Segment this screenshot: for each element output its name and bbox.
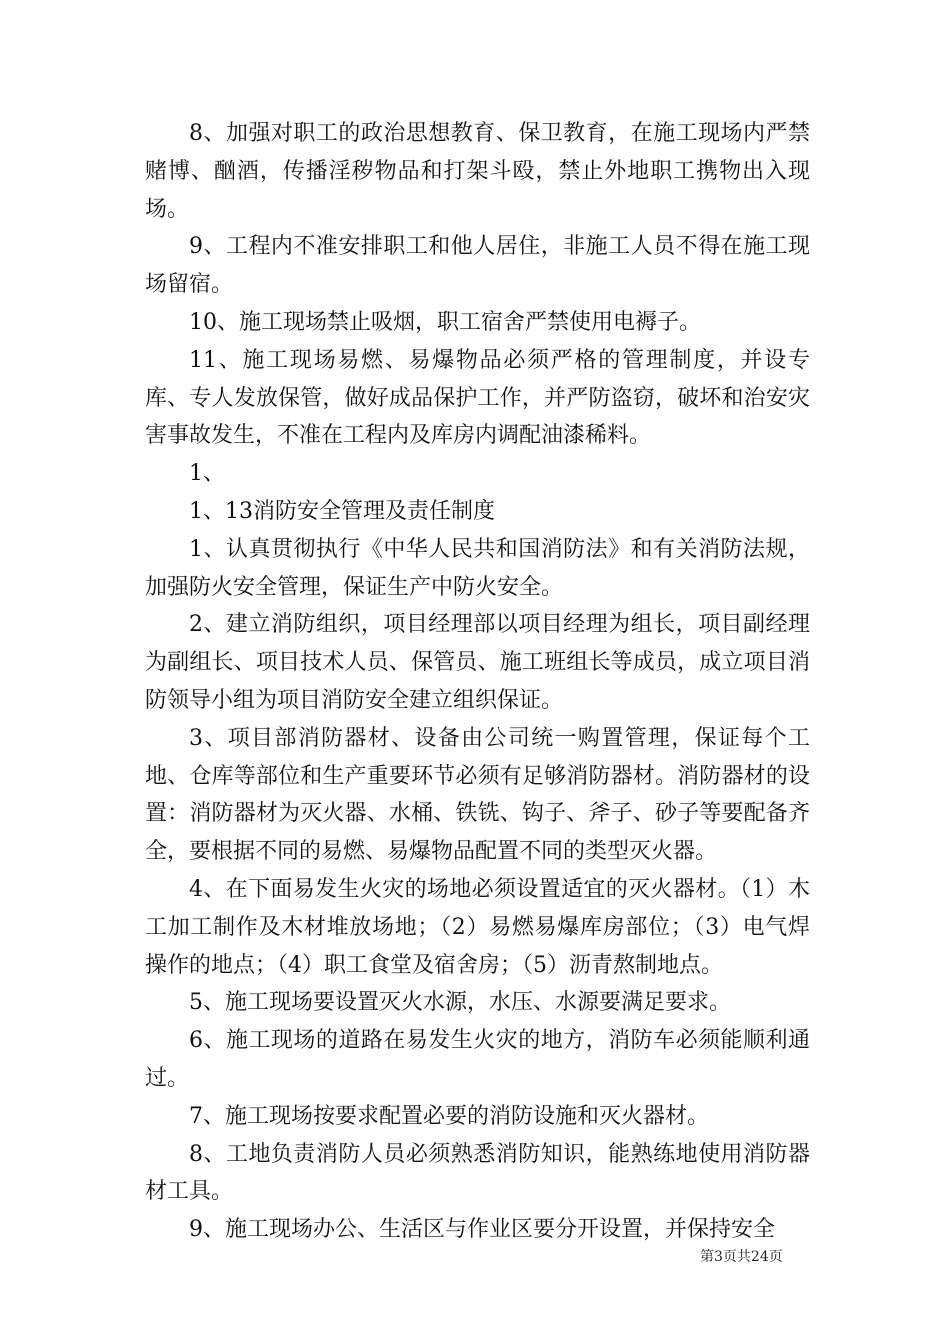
paragraph: 8、工地负责消防人员必须熟悉消防知识，能熟练地使用消防器材工具。 [145, 1141, 810, 1205]
paragraph: 6、施工现场的道路在易发生火灾的地方，消防车必须能顺利通过。 [145, 1028, 810, 1091]
document-body [145, 115, 810, 1249]
paragraph: 4、在下面易发生火灾的场地必须设置适宜的灭火器材。（1）木工加工制作及木材堆放场地；（2）易燃易爆库房部位；（3）电气焊操作的地点；（4）职工食堂及宿舍房；（5）沥青熬制地点。 [145, 876, 810, 978]
paragraph: 2、建立消防组织，项目经理部以项目经理为组长，项目副经理为副组长、项目技术人员、保管员、施工班组长等成员，成立项目消防领导小组为项目消防安全建立组织保证。 [145, 612, 810, 713]
paragraph: 11、施工现场易燃、易爆物品必须严格的管理制度，并设专库、专人发放保管，做好成品保护工作，并严防盗窃，破坏和治安灾害事故发生，不准在工程内及库房内调配油漆稀料。 [145, 347, 810, 449]
paragraph: 9、工程内不准安排职工和他人居住，非施工人员不得在施工现场留宿。 [145, 234, 810, 298]
section-heading: 1、13消防安全管理及责任制度 [189, 498, 495, 524]
page-number: 第3页共24页 [700, 1249, 783, 1265]
paragraph: 10、施工现场禁止吸烟，职工宿舍严禁使用电褥子。 [189, 309, 701, 335]
paragraph: 5、施工现场要设置灭火水源，水压、水源要满足要求。 [189, 990, 731, 1016]
paragraph: 7、施工现场按要求配置必要的消防设施和灭火器材。 [189, 1103, 709, 1129]
paragraph: 1、 [189, 461, 225, 487]
paragraph: 1、认真贯彻执行《中华人民共和国消防法》和有关消防法规，加强防火安全管理，保证生产中防火安全。 [145, 536, 810, 600]
paragraph: 3、项目部消防器材、设备由公司统一购置管理，保证每个工地、仓库等部位和生产重要环节必须有足够消防器材。消防器材的设置：消防器材为灭火器、水桶、铁铣、钩子、斧子、砂子等要配备齐全，要根据不同的易燃、易爆物品配置不同的类型灭火器。 [145, 725, 810, 865]
paragraph: 8、加强对职工的政治思想教育、保卫教育，在施工现场内严禁赌博、酗酒，传播淫秽物品和打架斗殴，禁止外地职工携物出入现场。 [145, 121, 810, 222]
paragraph: 9、施工现场办公、生活区与作业区要分开设置，并保持安全 [189, 1217, 775, 1243]
